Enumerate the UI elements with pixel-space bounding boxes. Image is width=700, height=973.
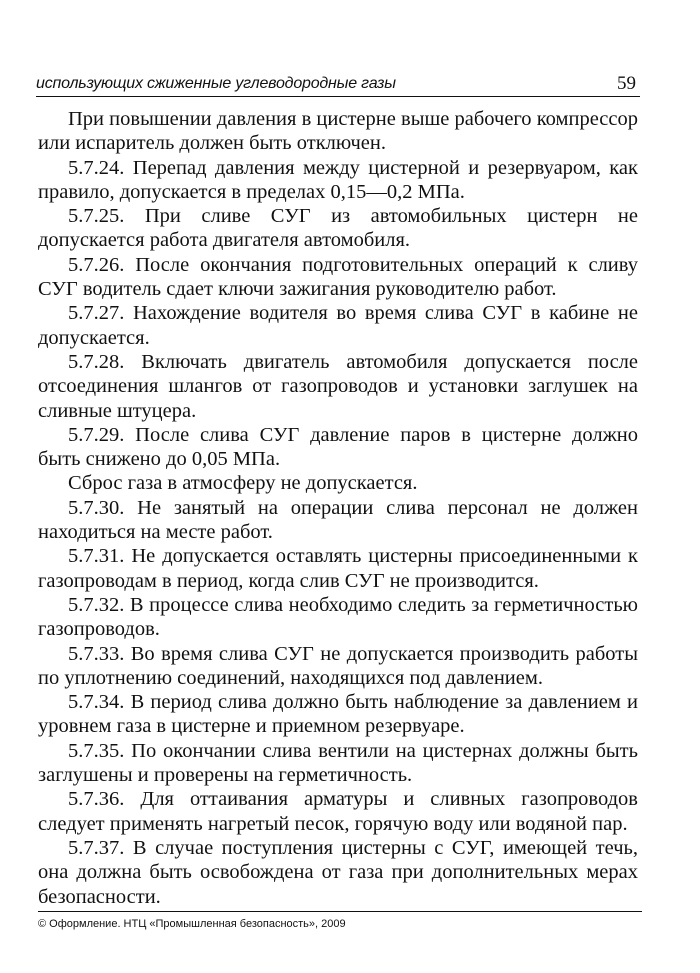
paragraph-5-7-27: 5.7.27. Нахождение водителя во время слива СУГ в кабине не допускается. [38,302,638,349]
paragraph-5-7-36: 5.7.36. Для оттаивания арматуры и сливных газопроводов следует применять нагретый песок, горячую воду или водяной пар. [38,788,638,835]
paragraph-5-7-30: 5.7.30. Не занятый на операции слива персонал не должен находиться на месте работ. [38,496,638,544]
running-title: использующих сжиженные углеводородные газы [36,75,396,92]
paragraph-5-7-24: 5.7.24. Перепад давления между цистерной и резервуаром, как правило, допускается в пределах 0,15—0,2 МПа. [38,156,638,203]
paragraph-5-7-35: 5.7.35. По окончании слива вентили на цистернах должны быть заглушены и проверены на герметичность. [38,739,638,787]
paragraph-5-7-37: 5.7.37. В случае поступления цистерны с СУГ, имеющей течь, она должна быть освобождена от газа при дополнительных мерах безопасности. [38,836,638,908]
paragraph-5-7-31: 5.7.31. Не допускается оставлять цистерны присоединенными к газопроводам в период, когда слив СУГ не производится. [38,545,638,592]
paragraph-gas-discharge: Сброс газа в атмосферу не допускается. [68,472,418,495]
paragraph-5-7-34: 5.7.34. В период слива должно быть наблюдение за давлением и уровнем газа в цистерне и приемном резервуаре. [38,691,638,738]
body-text [38,107,638,909]
paragraph-5-7-25: 5.7.25. При сливе СУГ из автомобильных цистерн не допускается работа двигателя автомобиля. [38,205,638,252]
paragraph-5-7-33: 5.7.33. Во время слива СУГ не допускается производить работы по уплотнению соединений, находящихся под давлением. [38,642,638,689]
running-header [36,74,640,98]
paragraph-5-7-29: 5.7.29. После слива СУГ давление паров в цистерне должно быть снижено до 0,05 МПа. [38,423,638,471]
paragraph-intro: При повышении давления в цистерне выше рабочего компрессор или испаритель должен быть отключен. [38,108,638,155]
paragraph-5-7-32: 5.7.32. В процессе слива необходимо следить за герметичностью газопроводов. [38,593,638,641]
footer-rule [38,911,642,912]
paragraph-5-7-28: 5.7.28. Включать двигатель автомобиля допускается после отсоединения шлангов от газопроводов и установки заглушек на сливные штуцера. [38,350,638,422]
copyright-footer: © Оформление. НТЦ «Промышленная безопасность», 2009 [38,918,346,930]
paragraph-5-7-26: 5.7.26. После окончания подготовительных операций к сливу СУГ водитель сдает ключи зажигания руководителю работ. [38,253,638,301]
header-rule [36,96,640,97]
page-number: 59 [617,73,636,94]
